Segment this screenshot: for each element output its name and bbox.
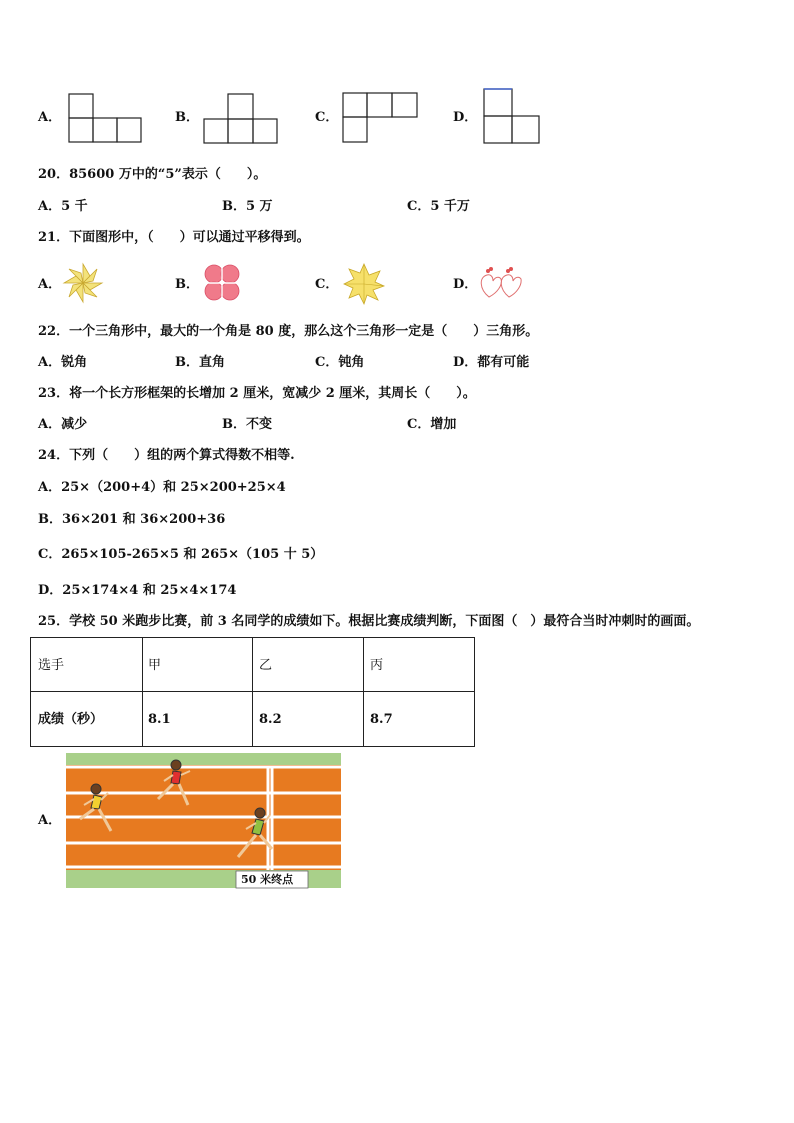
q23-option-a: A．减少 — [38, 417, 88, 432]
table-header-player: 选手 — [38, 658, 65, 673]
q24-option-d: D．25×174×4 和 25×4×174 — [38, 583, 237, 598]
table-header-jia: 甲 — [148, 658, 162, 673]
q21-stem: 21．下面图形中，（ ）可以通过平移得到。 — [38, 230, 310, 245]
q20-option-c: C．5 千万 — [407, 199, 470, 214]
results-table-grid — [30, 637, 476, 748]
running-track-picture — [66, 753, 341, 888]
q19-option-d-label: D． — [453, 110, 478, 125]
q24-option-a: A．25×（200+4）和 25×200+25×4 — [38, 480, 286, 495]
q19-option-a-label: A． — [38, 110, 62, 125]
table-header-yi: 乙 — [259, 658, 273, 673]
q19-net-figure-d — [483, 88, 541, 146]
q19-net-figure-c — [342, 92, 418, 144]
q21-option-a-label: A． — [38, 277, 62, 292]
sun-pinwheel-icon — [342, 262, 386, 306]
two-hearts-icon — [477, 265, 523, 301]
q21-option-d-label: D． — [453, 277, 478, 292]
table-header-bing: 丙 — [370, 658, 384, 673]
q24-option-b: B．36×201 和 36×200+36 — [38, 512, 226, 527]
finish-line-sign: 50 米终点 — [241, 873, 294, 886]
q20-option-a: A．5 千 — [38, 199, 88, 214]
table-cell-jia-time: 8.1 — [148, 712, 171, 727]
q22-stem: 22．一个三角形中，最大的一个角是 80 度，那么这个三角形一定是（ ）三角形。 — [38, 324, 539, 339]
q25-option-a-label: A． — [38, 813, 62, 828]
q19-option-b-label: B． — [175, 110, 199, 125]
q19-net-figure-b — [203, 93, 279, 145]
q22-option-a: A．锐角 — [38, 355, 88, 370]
q24-stem: 24．下列（ ）组的两个算式得数不相等. — [38, 448, 295, 463]
q23-option-c: C．增加 — [407, 417, 457, 432]
q21-option-c-label: C． — [315, 277, 339, 292]
q25-stem: 25．学校 50 米跑步比赛，前 3 名同学的成绩如下。根据比赛成绩判断，下面图（ ）最符合当时冲刺时的画面。 — [38, 614, 700, 629]
table-cell-bing-time: 8.7 — [370, 712, 393, 727]
pinwheel-icon — [62, 262, 104, 304]
q21-option-b-label: B． — [175, 277, 199, 292]
flower-icon — [200, 262, 244, 304]
q20-stem: 20．85600 万中的“5”表示（ ）。 — [38, 167, 267, 182]
q24-option-c: C．265×105-265×5 和 265×（105 十 5） — [38, 547, 324, 562]
table-row-label: 成绩（秒） — [38, 712, 104, 727]
q19-net-figure-a — [68, 93, 142, 143]
q20-option-b: B．5 万 — [222, 199, 273, 214]
q22-option-b: B．直角 — [175, 355, 225, 370]
q22-option-d: D．都有可能 — [453, 355, 530, 370]
table-cell-yi-time: 8.2 — [259, 712, 282, 727]
q19-option-c-label: C． — [315, 110, 339, 125]
q22-option-c: C．钝角 — [315, 355, 365, 370]
q23-stem: 23．将一个长方形框架的长增加 2 厘米，宽减少 2 厘米，其周长（ ）。 — [38, 386, 476, 401]
q23-option-b: B．不变 — [222, 417, 272, 432]
